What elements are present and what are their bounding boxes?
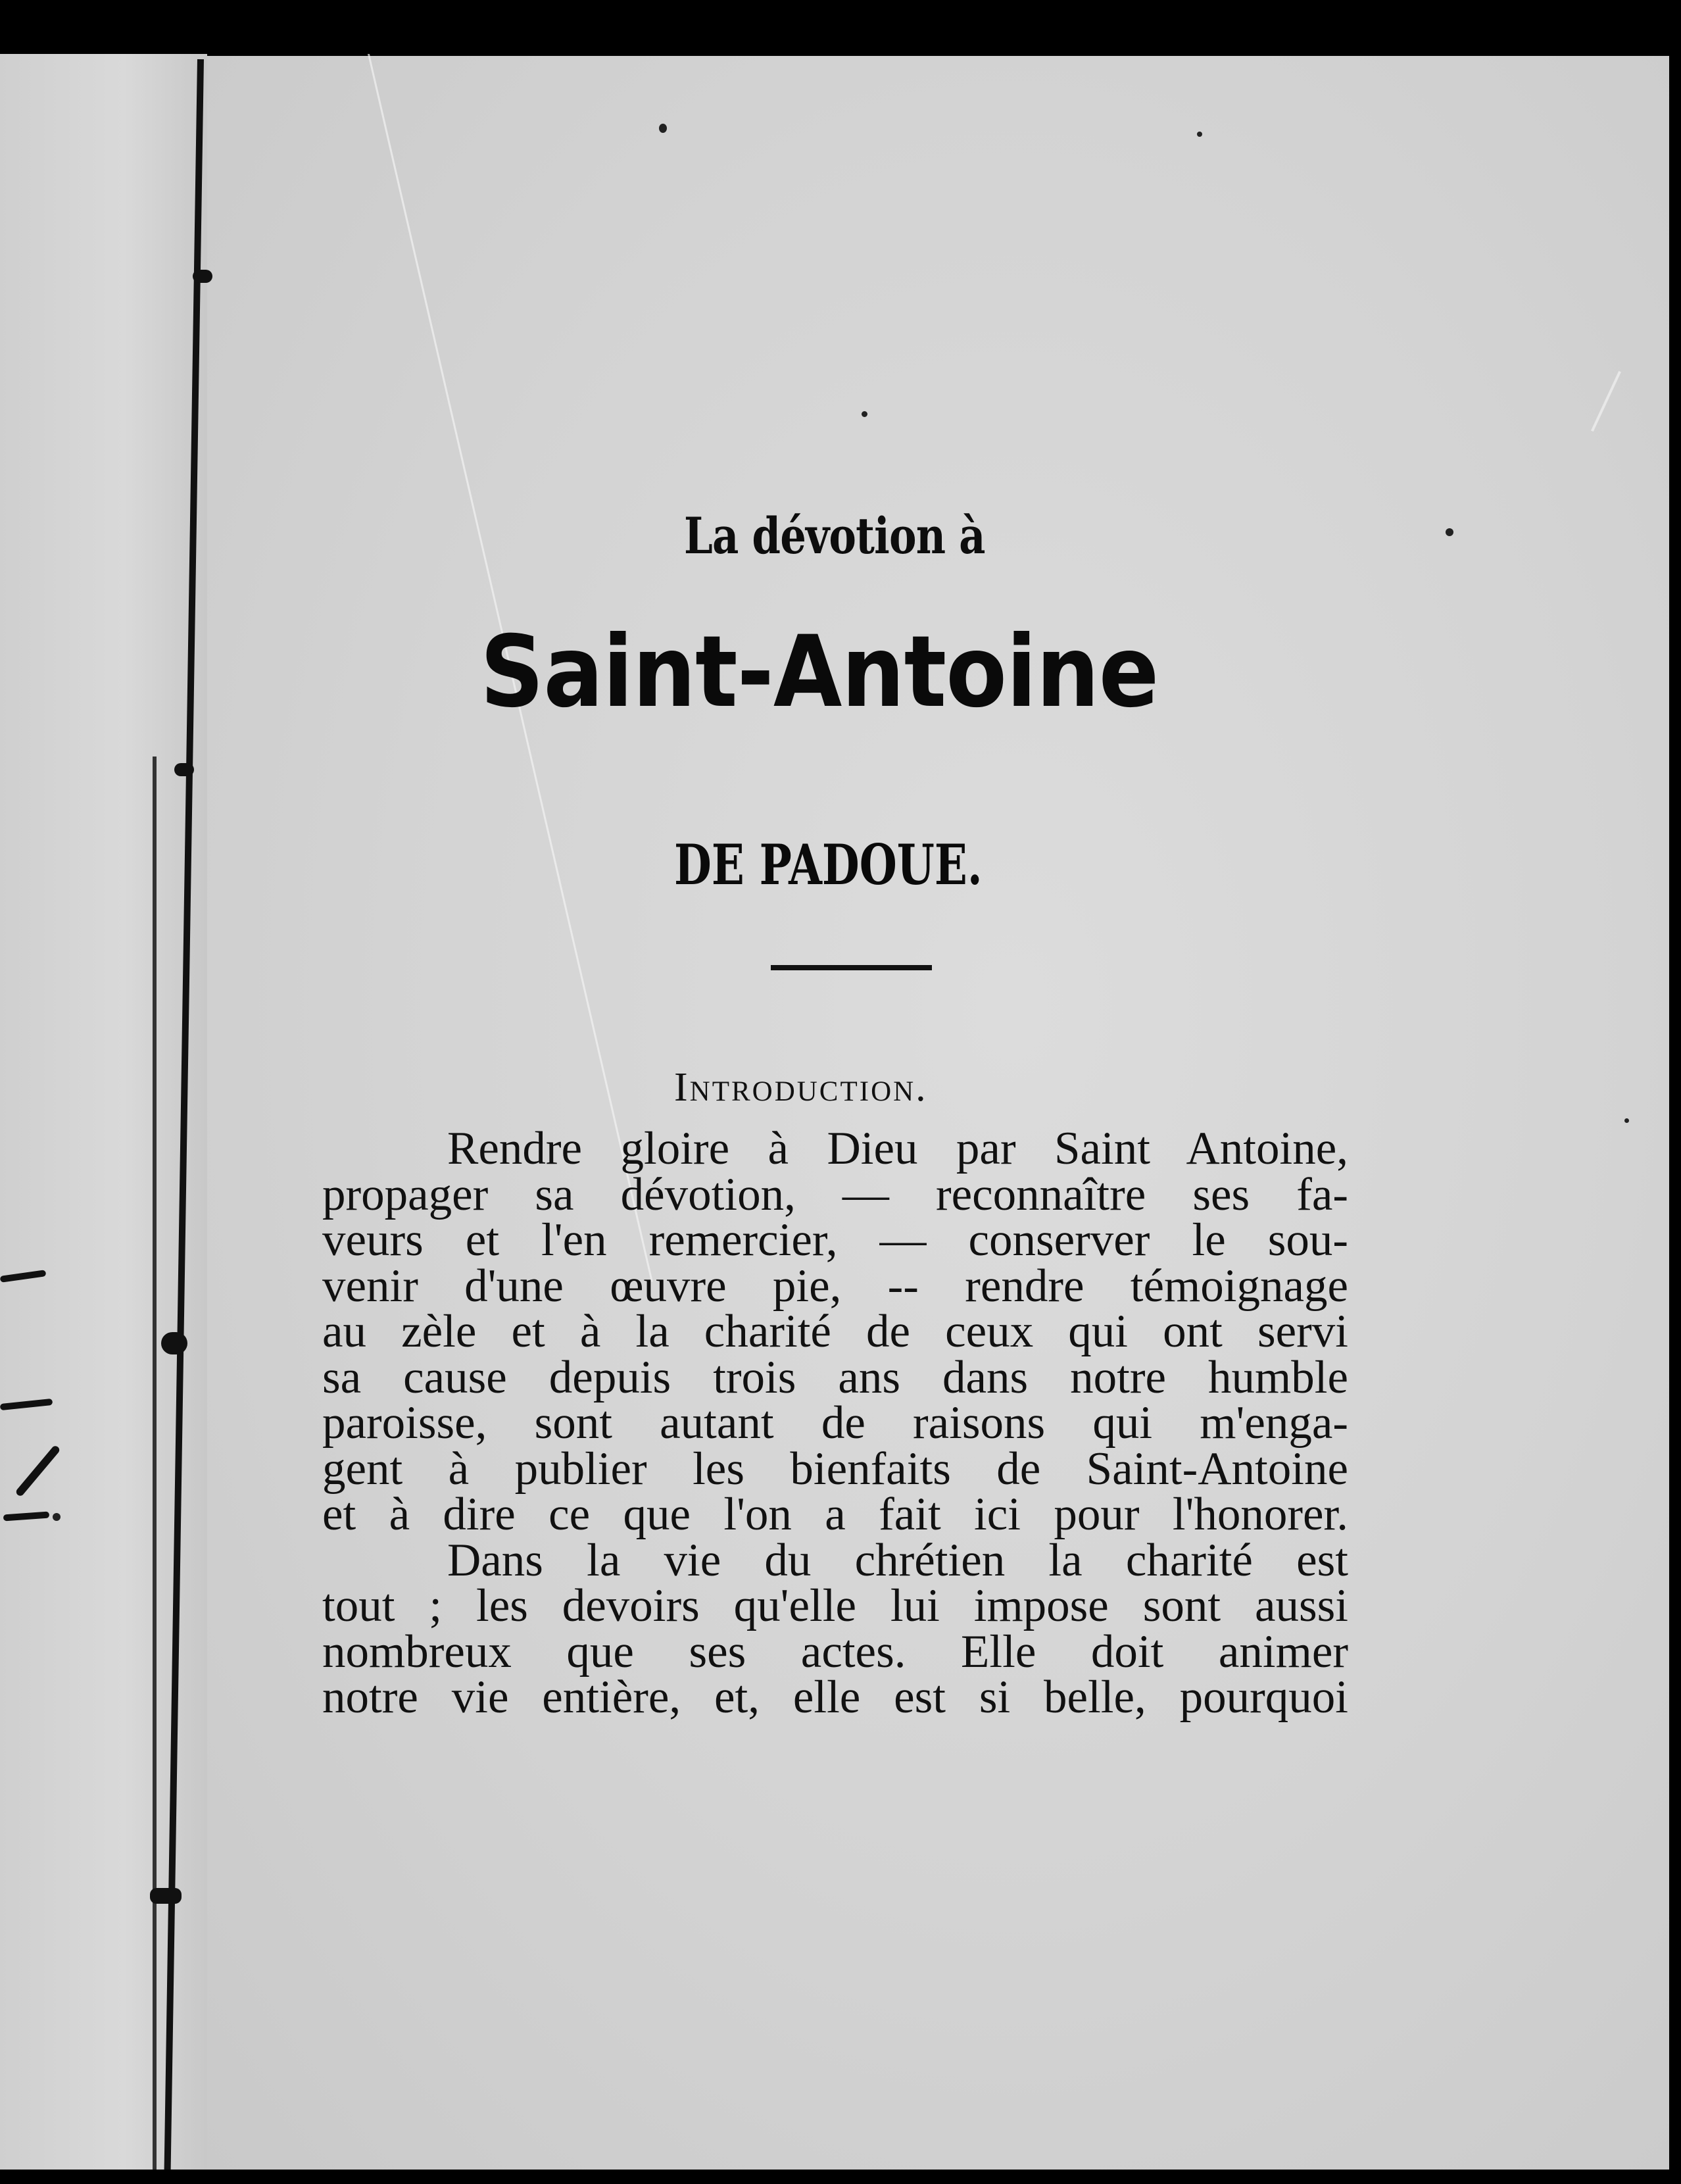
text-line: au zèle et à la charité de ceux qui ont servi [322,1306,1348,1357]
binding-stitch [193,270,212,283]
text-line: venir d'une œuvre pie, -- rendre témoignage [322,1260,1348,1312]
text-line: tout ; les devoirs qu'elle lui impose sont aussi [322,1580,1348,1631]
dust-speck [1197,132,1202,137]
body-text [322,1123,1348,1723]
text-line: Dans la vie du chrétien la charité est [447,1534,1348,1586]
scan-border-bottom [0,2170,1681,2184]
section-title-introduction: Introduction. [674,1065,928,1110]
text-line: et à dire ce que l'on a fait ici pour l'honorer. [322,1489,1348,1540]
heading-saint-antoine: Saint-Antoine [480,615,1159,730]
binding-shadow-line [153,757,157,2171]
title-divider [771,965,932,970]
scan-border-top [0,0,1681,54]
binding-stitch [174,763,194,776]
heading-de-padoue: DE PADOUE. [674,832,983,897]
binding-stitch [161,1332,187,1354]
text-line: sa cause depuis trois ans dans notre humble [322,1351,1348,1403]
dust-speck [862,411,867,417]
heading-line-1: La dévotion à [684,507,985,565]
dust-speck [53,1513,61,1521]
scan-border-right [1669,0,1681,2184]
dust-speck [1446,528,1453,536]
text-line: paroisse, sont autant de raisons qui m'enga- [322,1397,1348,1449]
dust-speck [659,124,667,133]
binding-stitch [150,1888,182,1904]
page-paper [207,56,1670,2171]
text-line: gent à publier les bienfaits de Saint-Antoine [322,1443,1348,1495]
text-line: propager sa dévotion, — reconnaître ses fa- [322,1168,1348,1220]
dust-speck [1624,1118,1629,1123]
text-line: nombreux que ses actes. Elle doit animer [322,1626,1348,1677]
text-line: notre vie entière, et, elle est si belle, pourquoi [322,1672,1348,1723]
text-line: Rendre gloire à Dieu par Saint Antoine, [447,1123,1348,1174]
facing-page-edge [0,46,207,2174]
text-line: veurs et l'en remercier, — conserver le sou- [322,1214,1348,1266]
